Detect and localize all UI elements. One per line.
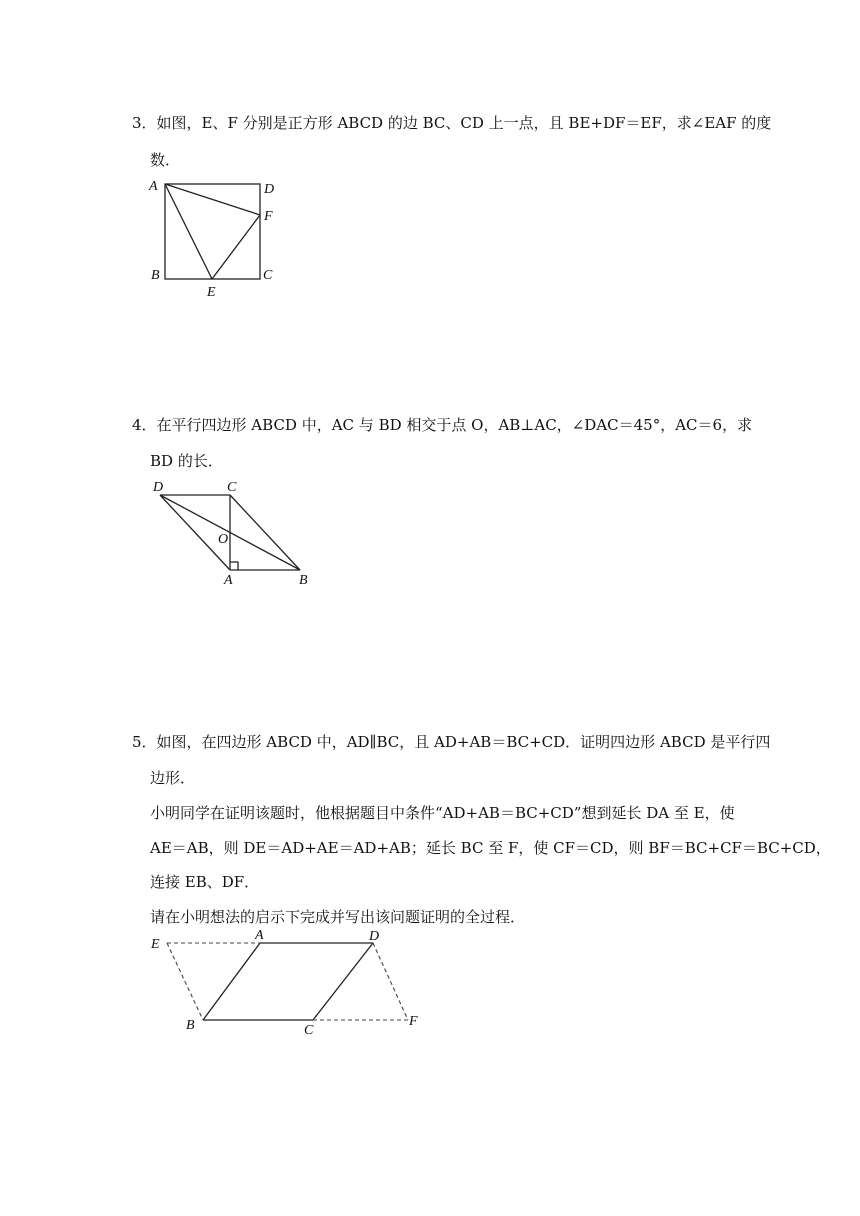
label-e: E [207, 285, 216, 300]
label-c: C [304, 1023, 314, 1038]
problem-5-line-5: 连接 EB、DF． [150, 873, 260, 891]
problem-3-line-2: 数． [150, 151, 181, 169]
segment-ae [165, 184, 212, 279]
label-a: A [224, 573, 233, 588]
segment-dc [313, 943, 373, 1020]
label-d: D [369, 929, 380, 944]
label-b: B [186, 1018, 195, 1033]
problem-5-line-4: AE＝AB，则 DE＝AD+AE＝AD+AB；延长 BC 至 F，使 CF＝CD，则 BF＝BC+CF＝BC+CD， [150, 839, 831, 857]
problem-4-line-2: BD 的长． [150, 452, 223, 470]
problem-5-figure [145, 925, 430, 1040]
label-o: O [218, 532, 229, 547]
problem-3-line-1: 3．如图，E、F 分别是正方形 ABCD 的边 BC、CD 上一点，且 BE+DF＝EF，求∠EAF 的度 [132, 114, 772, 132]
label-f: F [264, 209, 273, 224]
label-d: D [153, 480, 164, 495]
problem-5-line-3: 小明同学在证明该题时，他根据题目中条件“AD+AB＝BC+CD”想到延长 DA 至 E，使 [150, 804, 735, 822]
label-b: B [299, 573, 308, 588]
problem-5-line-6: 请在小明想法的启示下完成并写出该问题证明的全过程． [150, 908, 526, 926]
label-d: D [264, 182, 275, 197]
label-e: E [151, 937, 160, 952]
label-a: A [255, 928, 264, 943]
label-c: C [227, 480, 237, 495]
dashed-eb [167, 943, 203, 1020]
problem-3-figure [140, 175, 290, 305]
segment-ab [203, 943, 260, 1020]
label-c: C [263, 268, 273, 283]
problem-5-line-1: 5．如图，在四边形 ABCD 中，AD∥BC，且 AD+AB＝BC+CD．证明四边形 ABCD 是平行四 [132, 733, 771, 751]
label-a: A [149, 179, 158, 194]
segment-cb [230, 495, 300, 570]
segment-af [165, 184, 260, 215]
problem-4-figure [145, 476, 325, 591]
problem-5-line-2: 边形． [150, 769, 196, 787]
label-b: B [151, 268, 160, 283]
label-f: F [409, 1014, 418, 1029]
dashed-df [373, 943, 408, 1020]
square-abcd [165, 184, 260, 279]
problem-4-line-1: 4．在平行四边形 ABCD 中，AC 与 BD 相交于点 O，AB⊥AC，∠DAC＝45°，AC＝6，求 [132, 416, 753, 434]
right-angle-mark [230, 562, 238, 570]
segment-ef [212, 215, 260, 279]
